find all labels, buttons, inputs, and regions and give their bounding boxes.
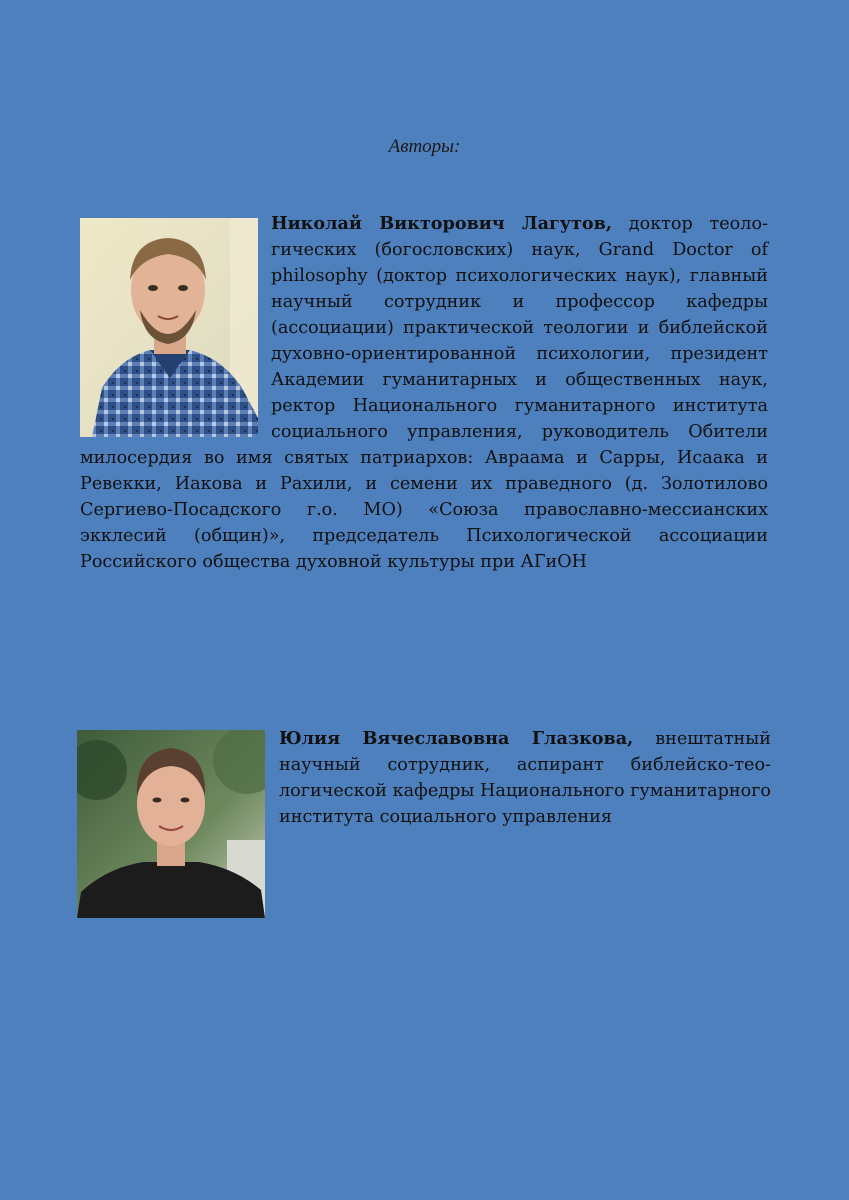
authors-heading: Авторы:: [388, 136, 461, 157]
author-bio-lagutov: [80, 211, 768, 575]
author-photo-glazkova: [77, 730, 265, 918]
author-photo-lagutov: [80, 218, 258, 437]
author-name-lagutov: Николай Викторович Лагутов,: [271, 213, 612, 234]
author-description-lagutov: доктор теологических (богословских) наук, Grand Doctor of philosophy (доктор психологических наук), главный научный сотрудник и профессор кафедры (ассоциации) практической теологии и библейской духовно-ориентированной психологии, президент Академии гуманитарных и общественных наук, ректор Национального гуманитарного института социального управления, руководитель Обители милосердия во имя святых патриархов: Авраама и Сарры, Исаака и Ревекки, Иакова и Рахили, и семени их праведного (д. Золотилово Сергиево-Посадского г.о. МО) «Союза православно-мессианских экклесий (общин)», председатель Психологической ассоциации Российского общества духовной культуры при АГиОН: [80, 214, 768, 572]
author-bio-glazkova: [77, 726, 771, 918]
author-name-glazkova: Юлия Вячеславовна Глазкова,: [279, 728, 634, 749]
author-description-glazkova: внештатный научный сотрудник, аспирант библейско-теологической кафедры Национального гуманитарного института социального управления: [279, 729, 772, 827]
